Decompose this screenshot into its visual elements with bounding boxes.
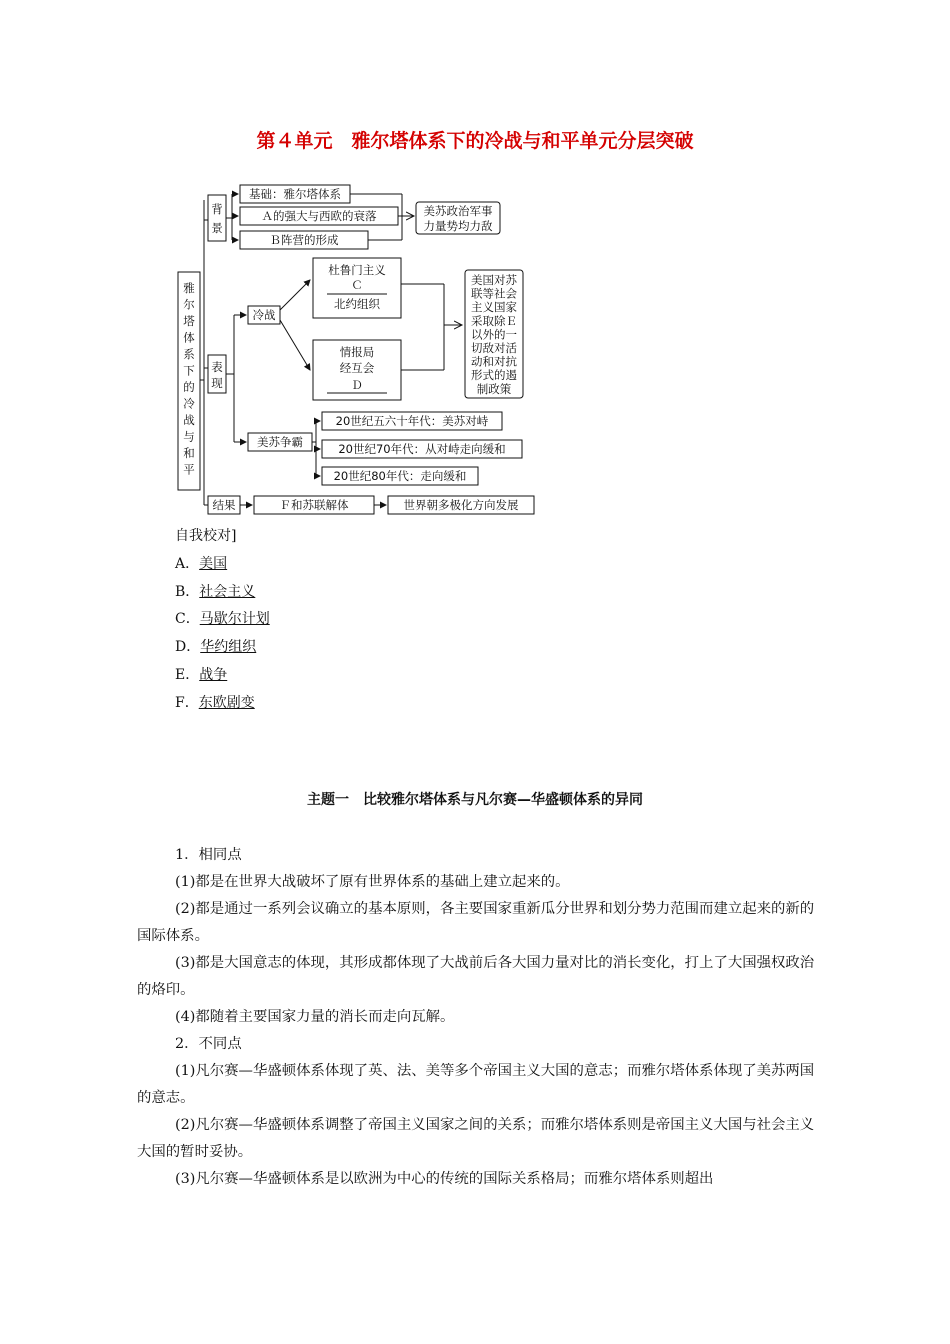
answer-key-item [175, 638, 256, 656]
policy-line: 联等社会 [471, 286, 517, 301]
policy-line: 制政策 [476, 381, 512, 396]
policy-line: 动和对抗 [471, 354, 517, 369]
manifestation-label: 表 [211, 360, 223, 374]
rivalry-stage-2: 20世纪70年代：从对峙走向缓和 [338, 442, 506, 456]
policy-line: 切敌对活 [471, 341, 517, 355]
different-item-1: (1)凡尔赛—华盛顿体系体现了英、法、美等多个帝国主义大国的意志；而雅尔塔体系体现了美苏两国的意志。 [137, 1063, 815, 1106]
answer-letter: F． [175, 694, 199, 711]
root-char: 塔 [183, 314, 195, 328]
us-side-1: 杜鲁门主义 [328, 263, 386, 277]
root-char: 冷 [183, 396, 195, 411]
outcome-result: 世界朝多极化方向发展 [403, 498, 519, 512]
svg-text:景: 景 [211, 221, 223, 235]
similar-item-2: (2)都是通过一系列会议确立的基本原则，各主要国家重新瓜分世界和划分势力范围而建立起来的新的国际体系。 [137, 901, 815, 944]
root-char: 下 [183, 363, 195, 378]
root-char: 平 [183, 462, 195, 477]
policy-line: 美国对苏 [471, 273, 517, 287]
bg-result-line-1: 美苏政治军事 [423, 204, 493, 218]
root-char: 体 [183, 330, 195, 345]
bg-item-2: Ａ的强大与西欧的衰落 [261, 209, 377, 223]
page-title: 第４单元 雅尔塔体系下的冷战与和平单元分层突破 [256, 130, 694, 152]
answer-key-item [175, 555, 227, 573]
similar-item-4: (4)都随着主要国家力量的消长而走向瓦解。 [175, 1009, 455, 1025]
answer-letter: C． [175, 611, 200, 628]
answer-text: 美国 [199, 556, 228, 572]
answer-text: 华约组织 [200, 639, 257, 656]
bg-item-3: Ｂ阵营的形成 [269, 233, 339, 247]
ussr-side-3: Ｄ [351, 378, 363, 392]
concept-map [170, 180, 540, 520]
topic-heading: 主题一 比较雅尔塔体系与凡尔赛—华盛顿体系的异同 [307, 792, 643, 808]
answer-letter: D． [175, 639, 201, 656]
rivalry-label: 美苏争霸 [257, 435, 303, 449]
answer-text: 马歇尔计划 [199, 611, 270, 628]
answer-text: 社会主义 [199, 583, 256, 600]
answer-text: 东欧剧变 [198, 694, 255, 711]
outcome-event: Ｆ和苏联解体 [279, 498, 349, 512]
policy-line: 以外的一 [471, 327, 517, 342]
answer-key-item [175, 610, 270, 628]
answer-letter: E． [175, 666, 200, 683]
root-char: 尔 [183, 297, 195, 312]
background-label: 背 [211, 202, 223, 216]
root-char: 战 [183, 413, 195, 427]
answer-key-item [175, 694, 255, 712]
policy-text [471, 273, 517, 396]
answer-key-heading: 自我校对] [175, 528, 237, 544]
ussr-side-1: 情报局 [339, 345, 375, 359]
answer-key-item [175, 666, 227, 684]
different-item-3: (3)凡尔赛—华盛顿体系是以欧洲为中心的传统的国际关系格局；而雅尔塔体系则超出 [175, 1171, 714, 1187]
bg-result-line-2: 力量势均力敌 [423, 219, 493, 233]
similar-item-1: (1)都是在世界大战破坏了原有世界体系的基础上建立起来的。 [175, 874, 570, 890]
us-side-2: Ｃ [351, 278, 363, 292]
root-char: 系 [183, 347, 195, 361]
bg-item-1: 基础：雅尔塔体系 [249, 187, 341, 201]
rivalry-stage-3: 20世纪80年代：走向缓和 [333, 469, 467, 483]
root-char: 与 [183, 429, 195, 444]
answer-letter: A． [175, 556, 200, 572]
us-side-3: 北约组织 [334, 297, 380, 311]
rivalry-stage-1: 20世纪五六十年代：美苏对峙 [335, 414, 489, 428]
answer-key-item [175, 583, 255, 601]
root-char: 雅 [183, 281, 195, 295]
ussr-side-2: 经互会 [339, 361, 375, 375]
answer-text: 战争 [199, 666, 228, 683]
similar-heading: 1．相同点 [175, 847, 242, 863]
policy-line: 采取除Ｅ [471, 313, 517, 328]
policy-line: 形式的遏 [471, 368, 517, 383]
svg-text:现: 现 [211, 376, 223, 390]
root-char: 和 [183, 446, 195, 460]
answer-letter: B． [175, 583, 200, 600]
cold-war-label: 冷战 [252, 308, 276, 322]
outcome-label: 结果 [212, 498, 236, 512]
root-char: 的 [183, 380, 195, 394]
different-item-2: (2)凡尔赛—华盛顿体系调整了帝国主义国家之间的关系；而雅尔塔体系则是帝国主义大国与社会主义大国的暂时妥协。 [137, 1117, 815, 1160]
policy-line: 主义国家 [471, 300, 517, 315]
similar-item-3: (3)都是大国意志的体现，其形成都体现了大战前后各大国力量对比的消长变化，打上了大国强权政治的烙印。 [137, 955, 815, 998]
different-heading: 2．不同点 [175, 1036, 242, 1052]
